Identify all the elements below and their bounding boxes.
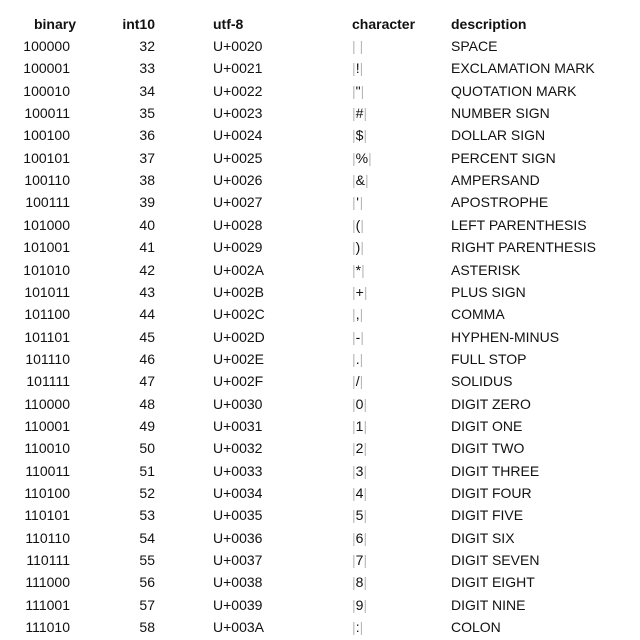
left-delimiter: | bbox=[352, 261, 356, 278]
binary-cell: 110101 bbox=[24, 507, 70, 524]
utf8-cell: U+002C bbox=[213, 306, 265, 323]
character-cell bbox=[352, 437, 367, 459]
description-cell: DIGIT FOUR bbox=[451, 485, 532, 501]
int10-cell: 54 bbox=[139, 529, 155, 546]
table-row bbox=[0, 393, 640, 415]
int10-cell: 47 bbox=[139, 373, 155, 390]
right-delimiter: | bbox=[363, 552, 368, 569]
utf8-cell: U+0031 bbox=[213, 417, 263, 434]
character-cell bbox=[352, 393, 367, 415]
character-glyph: & bbox=[355, 172, 365, 189]
character-glyph: 0 bbox=[355, 395, 364, 412]
binary-cell: 110000 bbox=[24, 395, 70, 412]
character-cell bbox=[352, 370, 363, 392]
table-row bbox=[0, 303, 640, 325]
character-glyph: . bbox=[355, 350, 360, 367]
binary-cell: 100000 bbox=[23, 38, 70, 54]
description-cell: PLUS SIGN bbox=[451, 283, 526, 300]
character-cell bbox=[352, 147, 372, 169]
character-glyph: + bbox=[355, 283, 364, 300]
character-cell bbox=[352, 281, 367, 303]
table-row bbox=[0, 102, 640, 124]
table-row bbox=[0, 616, 640, 638]
int10-cell: 56 bbox=[139, 574, 155, 591]
binary-cell: 100101 bbox=[23, 149, 70, 166]
right-delimiter: | bbox=[363, 395, 368, 412]
table-row bbox=[0, 57, 640, 79]
character-cell bbox=[352, 214, 364, 236]
character-cell bbox=[352, 57, 363, 79]
right-delimiter: | bbox=[360, 239, 364, 256]
character-cell bbox=[352, 303, 363, 325]
binary-cell: 101011 bbox=[24, 283, 70, 300]
description-cell: SOLIDUS bbox=[451, 373, 513, 390]
utf8-cell: U+0035 bbox=[213, 507, 263, 524]
left-delimiter: | bbox=[352, 507, 356, 524]
description-cell: HYPHEN-MINUS bbox=[451, 328, 560, 345]
table-row bbox=[0, 571, 640, 593]
binary-cell: 101010 bbox=[23, 261, 70, 278]
character-glyph: # bbox=[355, 105, 364, 122]
utf8-cell: U+002F bbox=[213, 373, 264, 390]
left-delimiter: | bbox=[352, 283, 356, 300]
description-cell: DOLLAR SIGN bbox=[451, 127, 546, 144]
int10-cell: 55 bbox=[139, 552, 155, 569]
character-cell bbox=[352, 35, 363, 57]
description-cell: EXCLAMATION MARK bbox=[451, 60, 595, 77]
right-delimiter: | bbox=[363, 440, 368, 457]
character-glyph: - bbox=[355, 328, 361, 345]
table-row bbox=[0, 236, 640, 258]
left-delimiter: | bbox=[352, 417, 356, 434]
binary-cell: 101110 bbox=[25, 350, 70, 367]
character-glyph: % bbox=[355, 149, 369, 166]
int10-cell: 41 bbox=[139, 239, 155, 256]
int10-cell: 34 bbox=[139, 82, 155, 99]
description-cell: FULL STOP bbox=[451, 350, 527, 367]
table-row bbox=[0, 549, 640, 571]
header-binary: binary bbox=[33, 16, 76, 32]
binary-cell: 110110 bbox=[25, 529, 70, 546]
binary-cell: 100110 bbox=[24, 172, 70, 189]
left-delimiter: | bbox=[352, 574, 356, 591]
table-row bbox=[0, 504, 640, 526]
table-row bbox=[0, 259, 640, 281]
binary-cell: 110111 bbox=[26, 552, 70, 569]
description-cell: DIGIT ONE bbox=[451, 417, 523, 434]
left-delimiter: | bbox=[352, 82, 356, 99]
description-cell: SPACE bbox=[451, 38, 498, 54]
utf8-cell: U+002B bbox=[213, 283, 264, 300]
binary-cell: 110100 bbox=[24, 485, 70, 501]
character-glyph: 7 bbox=[355, 552, 364, 569]
table-row bbox=[0, 482, 640, 504]
right-delimiter: | bbox=[359, 306, 364, 323]
right-delimiter: | bbox=[363, 127, 368, 144]
right-delimiter: | bbox=[363, 574, 368, 591]
right-delimiter: | bbox=[363, 462, 368, 479]
int10-cell: 39 bbox=[139, 194, 155, 211]
character-glyph: 9 bbox=[355, 596, 364, 613]
description-cell: LEFT PARENTHESIS bbox=[451, 216, 587, 233]
binary-cell: 110001 bbox=[24, 417, 70, 434]
description-cell: COMMA bbox=[451, 306, 505, 323]
int10-cell: 35 bbox=[139, 105, 155, 122]
character-glyph: 4 bbox=[355, 485, 364, 501]
int10-cell: 32 bbox=[139, 38, 155, 54]
left-delimiter: | bbox=[352, 350, 356, 367]
description-cell: COLON bbox=[451, 619, 501, 636]
character-glyph: 5 bbox=[355, 507, 364, 524]
left-delimiter: | bbox=[352, 239, 356, 256]
character-glyph: 6 bbox=[355, 529, 364, 546]
character-cell bbox=[352, 326, 364, 348]
int10-cell: 44 bbox=[139, 306, 155, 323]
character-glyph: , bbox=[355, 306, 360, 323]
int10-cell: 53 bbox=[139, 507, 155, 524]
right-delimiter: | bbox=[363, 417, 368, 434]
table-row bbox=[0, 191, 640, 213]
binary-cell: 100111 bbox=[25, 194, 70, 211]
character-glyph: : bbox=[355, 619, 360, 636]
header-description: description bbox=[451, 16, 527, 32]
left-delimiter: | bbox=[352, 373, 356, 390]
character-cell bbox=[352, 549, 367, 571]
right-delimiter: | bbox=[363, 283, 368, 300]
binary-cell: 100011 bbox=[24, 105, 70, 122]
int10-cell: 46 bbox=[139, 350, 155, 367]
binary-cell: 111010 bbox=[25, 619, 70, 636]
character-cell bbox=[352, 616, 363, 638]
character-cell bbox=[352, 80, 364, 102]
character-cell bbox=[352, 415, 367, 437]
right-delimiter: | bbox=[364, 172, 369, 189]
table-row bbox=[0, 169, 640, 191]
table-row bbox=[0, 415, 640, 437]
table-row bbox=[0, 594, 640, 616]
utf8-cell: U+0030 bbox=[213, 395, 263, 412]
utf8-cell: U+002A bbox=[213, 261, 264, 278]
int10-cell: 43 bbox=[139, 283, 155, 300]
header-utf8: utf-8 bbox=[213, 16, 244, 32]
utf8-cell: U+002E bbox=[213, 350, 264, 367]
right-delimiter: | bbox=[363, 105, 368, 122]
description-cell: DIGIT TWO bbox=[451, 440, 525, 457]
left-delimiter: | bbox=[352, 440, 356, 457]
int10-cell: 49 bbox=[139, 417, 155, 434]
utf8-cell: U+0037 bbox=[213, 552, 263, 569]
utf8-cell: U+0024 bbox=[213, 127, 263, 144]
int10-cell: 38 bbox=[139, 172, 155, 189]
binary-cell: 101001 bbox=[23, 239, 70, 256]
left-delimiter: | bbox=[352, 328, 356, 345]
right-delimiter: | bbox=[359, 194, 364, 211]
left-delimiter: | bbox=[352, 216, 356, 233]
table-row bbox=[0, 35, 640, 57]
character-glyph: ( bbox=[355, 216, 361, 233]
description-cell: PERCENT SIGN bbox=[451, 149, 556, 166]
table-row bbox=[0, 147, 640, 169]
int10-cell: 51 bbox=[139, 462, 155, 479]
left-delimiter: | bbox=[352, 172, 356, 189]
binary-cell: 110010 bbox=[24, 440, 70, 457]
utf8-cell: U+0021 bbox=[213, 60, 263, 77]
table-row bbox=[0, 527, 640, 549]
character-cell bbox=[352, 102, 367, 124]
utf8-cell: U+0022 bbox=[213, 82, 263, 99]
int10-cell: 45 bbox=[139, 328, 155, 345]
character-glyph: 2 bbox=[355, 440, 364, 457]
right-delimiter: | bbox=[359, 619, 364, 636]
character-cell bbox=[352, 169, 369, 191]
description-cell: APOSTROPHE bbox=[451, 194, 549, 211]
utf8-cell: U+0023 bbox=[213, 105, 263, 122]
right-delimiter: | bbox=[363, 485, 368, 501]
binary-cell: 101100 bbox=[24, 306, 70, 323]
character-cell bbox=[352, 571, 367, 593]
character-cell bbox=[352, 259, 365, 281]
left-delimiter: | bbox=[352, 552, 356, 569]
int10-cell: 48 bbox=[139, 395, 155, 412]
binary-cell: 111000 bbox=[25, 574, 70, 591]
utf8-cell: U+0027 bbox=[213, 194, 263, 211]
int10-cell: 33 bbox=[139, 60, 155, 77]
left-delimiter: | bbox=[352, 395, 356, 412]
utf8-cell: U+0034 bbox=[213, 485, 263, 501]
int10-cell: 50 bbox=[139, 440, 155, 457]
header-int10: int10 bbox=[122, 16, 155, 32]
left-delimiter: | bbox=[352, 194, 356, 211]
description-cell: NUMBER SIGN bbox=[451, 105, 550, 122]
left-delimiter: | bbox=[352, 462, 356, 479]
header-character: character bbox=[352, 16, 416, 32]
int10-cell: 42 bbox=[139, 261, 155, 278]
binary-cell: 100001 bbox=[23, 60, 70, 77]
table-row bbox=[0, 281, 640, 303]
character-glyph: $ bbox=[355, 127, 364, 144]
table-row bbox=[0, 124, 640, 146]
character-glyph: 3 bbox=[355, 462, 364, 479]
character-cell bbox=[352, 482, 367, 504]
character-glyph: " bbox=[355, 82, 361, 99]
right-delimiter: | bbox=[359, 373, 364, 390]
description-cell: DIGIT NINE bbox=[451, 596, 526, 613]
right-delimiter: | bbox=[363, 596, 368, 613]
binary-cell: 101111 bbox=[26, 373, 70, 390]
int10-cell: 36 bbox=[139, 127, 155, 144]
description-cell: QUOTATION MARK bbox=[451, 82, 577, 99]
description-cell: ASTERISK bbox=[451, 261, 521, 278]
left-delimiter: | bbox=[352, 596, 356, 613]
right-delimiter: | bbox=[368, 149, 372, 166]
table-row bbox=[0, 348, 640, 370]
character-cell bbox=[352, 348, 363, 370]
right-delimiter: | bbox=[363, 529, 368, 546]
left-delimiter: | bbox=[352, 105, 356, 122]
utf8-cell: U+002D bbox=[213, 328, 265, 345]
right-delimiter: | bbox=[359, 350, 364, 367]
character-cell bbox=[352, 460, 367, 482]
table-header-row bbox=[0, 13, 640, 35]
utf8-cell: U+0038 bbox=[213, 574, 263, 591]
table-row bbox=[0, 214, 640, 236]
utf8-cell: U+0029 bbox=[213, 239, 263, 256]
right-delimiter: | bbox=[360, 328, 364, 345]
character-cell bbox=[352, 236, 364, 258]
utf8-cell: U+003A bbox=[213, 619, 264, 636]
left-delimiter: | bbox=[352, 306, 356, 323]
int10-cell: 52 bbox=[139, 485, 155, 501]
table-row bbox=[0, 460, 640, 482]
binary-cell: 111001 bbox=[25, 596, 70, 613]
int10-cell: 57 bbox=[139, 596, 155, 613]
left-delimiter: | bbox=[352, 127, 356, 144]
character-cell bbox=[352, 124, 367, 146]
binary-cell: 100100 bbox=[23, 127, 70, 144]
table-row bbox=[0, 437, 640, 459]
description-cell: RIGHT PARENTHESIS bbox=[451, 239, 596, 256]
table-row bbox=[0, 370, 640, 392]
utf8-cell: U+0020 bbox=[213, 38, 263, 54]
utf8-cell: U+0025 bbox=[213, 149, 263, 166]
binary-cell: 101101 bbox=[24, 328, 70, 345]
table-row bbox=[0, 326, 640, 348]
description-cell: DIGIT ZERO bbox=[451, 395, 531, 412]
utf8-cell: U+0033 bbox=[213, 462, 263, 479]
character-cell bbox=[352, 594, 367, 616]
int10-cell: 40 bbox=[139, 216, 155, 233]
binary-cell: 100010 bbox=[23, 82, 70, 99]
int10-cell: 37 bbox=[139, 149, 155, 166]
character-cell bbox=[352, 527, 367, 549]
right-delimiter: | bbox=[359, 38, 364, 54]
character-glyph: ) bbox=[355, 239, 361, 256]
right-delimiter: | bbox=[361, 261, 365, 278]
character-glyph: 8 bbox=[355, 574, 364, 591]
right-delimiter: | bbox=[360, 216, 364, 233]
left-delimiter: | bbox=[352, 149, 356, 166]
right-delimiter: | bbox=[363, 507, 368, 524]
description-cell: DIGIT SEVEN bbox=[451, 552, 540, 569]
left-delimiter: | bbox=[352, 60, 356, 77]
left-delimiter: | bbox=[352, 529, 356, 546]
binary-cell: 110011 bbox=[25, 462, 70, 479]
character-cell bbox=[352, 191, 363, 213]
character-glyph: / bbox=[355, 373, 360, 390]
description-cell: DIGIT FIVE bbox=[451, 507, 524, 524]
utf8-cell: U+0028 bbox=[213, 216, 263, 233]
character-cell bbox=[352, 504, 367, 526]
utf8-cell: U+0039 bbox=[213, 596, 263, 613]
description-cell: DIGIT EIGHT bbox=[451, 574, 535, 591]
character-glyph: ! bbox=[355, 60, 360, 77]
character-glyph: 1 bbox=[355, 417, 364, 434]
description-cell: AMPERSAND bbox=[451, 172, 540, 189]
right-delimiter: | bbox=[360, 82, 365, 99]
right-delimiter: | bbox=[359, 60, 364, 77]
left-delimiter: | bbox=[352, 619, 356, 636]
table-row bbox=[0, 80, 640, 102]
binary-cell: 101000 bbox=[23, 216, 70, 233]
left-delimiter: | bbox=[352, 485, 356, 501]
utf8-cell: U+0036 bbox=[213, 529, 263, 546]
left-delimiter: | bbox=[352, 38, 356, 54]
character-glyph: * bbox=[355, 261, 362, 278]
description-cell: DIGIT THREE bbox=[451, 462, 540, 479]
description-cell: DIGIT SIX bbox=[451, 529, 515, 546]
utf8-cell: U+0026 bbox=[213, 172, 263, 189]
utf8-cell: U+0032 bbox=[213, 440, 263, 457]
int10-cell: 58 bbox=[139, 619, 155, 636]
character-glyph: ' bbox=[356, 194, 359, 211]
